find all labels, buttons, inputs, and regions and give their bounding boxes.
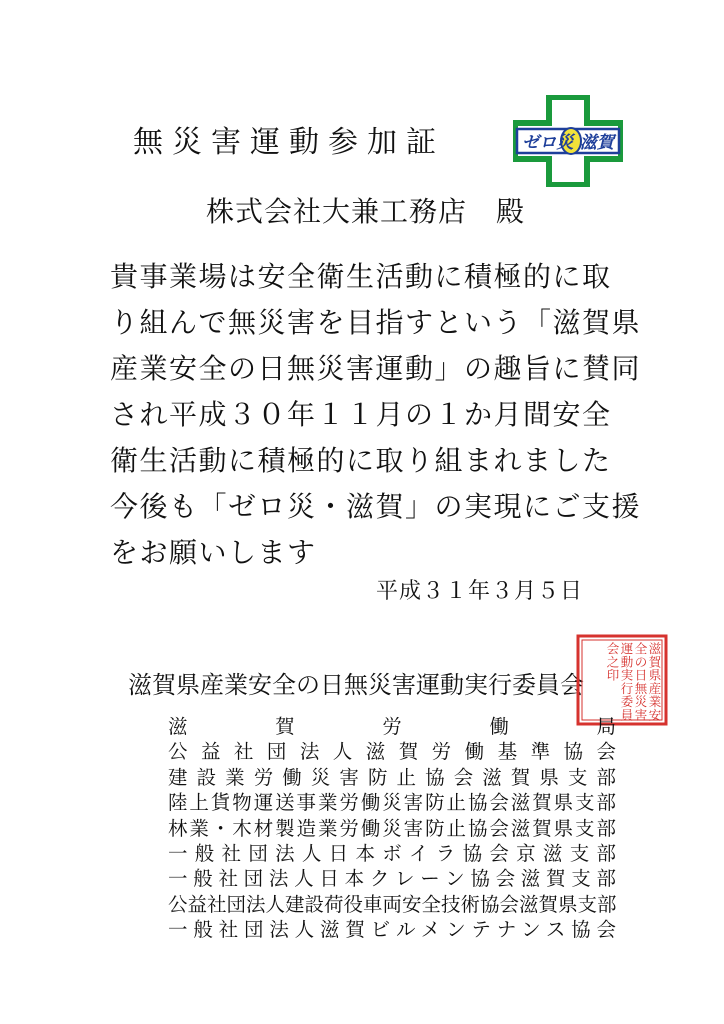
body-line: をお願いします — [110, 536, 317, 569]
green-cross-icon — [513, 95, 623, 187]
member-organizations — [168, 714, 616, 943]
seal-character: 動 — [620, 654, 634, 670]
seal-icon — [576, 634, 668, 726]
body-line: り組んで無災害を目指すという「滋賀県 — [110, 306, 642, 339]
member-organization: 滋賀労働局 — [168, 715, 616, 738]
seal-character: 運 — [620, 641, 634, 656]
seal-character: 員 — [620, 707, 634, 723]
logo-text: ゼロ災 滋賀 — [522, 133, 618, 153]
seal-character: 災 — [634, 694, 648, 710]
body-line: され平成３０年１１月の１か月間安全 — [110, 398, 612, 431]
seal-character: 産 — [648, 680, 662, 696]
body-line: 貴事業場は安全衛生活動に積極的に取 — [110, 260, 612, 293]
seal-character: 全 — [634, 641, 648, 656]
seal-character: 滋 — [648, 641, 662, 656]
seal-character: の — [634, 654, 648, 670]
member-organization: 建設業労働災害防止協会滋賀県支部 — [168, 765, 616, 789]
seal-character: 之 — [606, 654, 620, 670]
certificate-title: 無災害運動参加証 — [133, 125, 445, 160]
seal-character: 実 — [620, 667, 634, 683]
seal-character: 印 — [606, 667, 620, 683]
body-line: 衛生活動に積極的に取り組まれました — [110, 444, 612, 477]
seal-character: 委 — [620, 694, 634, 710]
member-organization: 公益社団法人滋賀労働基準協会 — [168, 740, 616, 764]
issue-date: 平成３１年３月５日 — [376, 579, 584, 604]
red-seal-stamp — [576, 634, 668, 726]
seal-character: 行 — [620, 680, 634, 696]
member-organization: 公益社団法人建設荷役車両安全技術協会滋賀県支部 — [168, 892, 617, 916]
seal-character: 県 — [648, 667, 662, 683]
body-line: 産業安全の日無災害運動」の趣旨に賛同 — [110, 352, 642, 385]
seal-character: 安 — [648, 707, 662, 723]
member-organization: 一般社団法人滋賀ビルメンテナンス協会 — [168, 918, 616, 942]
recipient-name: 株式会社大兼工務店 殿 — [206, 195, 526, 228]
member-organization: 林業・木材製造業労働災害防止協会滋賀県支部 — [168, 816, 616, 840]
zero-accident-shiga-logo — [513, 95, 623, 187]
seal-character: 業 — [648, 694, 662, 710]
member-organization: 陸上貨物運送事業労働災害防止協会滋賀県支部 — [168, 791, 616, 815]
member-organization: 一般社団法人日本ボイラ協会京滋支部 — [168, 841, 616, 865]
seal-character: 会 — [606, 641, 620, 656]
committee-name: 滋賀県産業安全の日無災害運動実行委員会 — [128, 671, 584, 699]
seal-character: 無 — [634, 680, 648, 696]
body-line: 今後も「ゼロ災・滋賀」の実現にご支援 — [110, 490, 642, 523]
certificate-body — [110, 254, 640, 576]
member-organization: 一般社団法人日本クレーン協会滋賀支部 — [168, 867, 616, 891]
seal-character: 害 — [634, 707, 648, 723]
seal-character: 賀 — [648, 654, 662, 670]
seal-character: 日 — [634, 667, 648, 683]
